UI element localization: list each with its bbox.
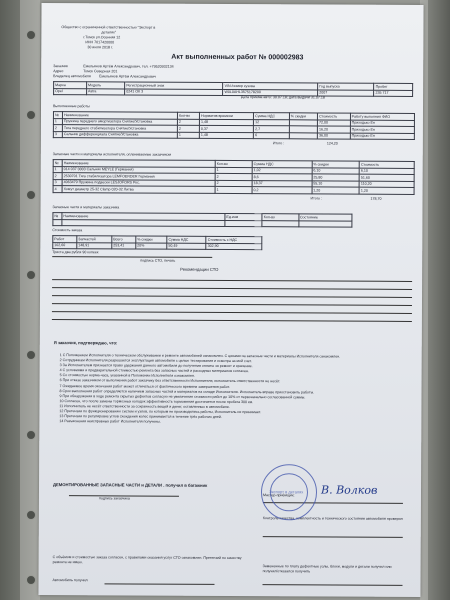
parts-cell: 014 037 0003 Сальник MEYLE (Германия) [62,166,215,173]
parts-header-cell: Стоимость [359,161,414,168]
vehicle-header-cell: VIN /номер кузова [223,82,318,89]
vehicle-header-cell: Пробег [374,83,413,90]
order-cost-header-cell: Сумма НДС [167,236,206,243]
works-row [53,131,414,139]
parts-cell: 0,2 [252,187,312,194]
customer-parts-header-cell: Состояние [298,214,352,221]
works-cell: 16,20 [318,126,351,133]
term-item: 8 Срок выполнения работ определяется наличием запасных частей и материалов на складе Исполнителя. Исполнитель вправе приостановить работы. [59,388,315,395]
parts-header-cell: Сумма НДС [252,161,312,168]
parts-cell: 1 [215,167,252,174]
order-cost-header-cell: Запчастей [77,236,112,243]
company-line1: Общество с ограниченной ответственностью "Экспорт в [61,25,156,30]
order-cost-value-cell: 253,41 [112,242,136,249]
vehicle-header-cell: Марка [54,82,87,89]
order-cost-header-cell: Стоимость с НДС [206,236,262,243]
term-item: 11 Исполнитель не несёт ответственности за сохранность вещей и денег, оставленных в автомобиле. [59,404,230,409]
works-cell: 2 [177,119,199,126]
binder-holes [26,0,36,600]
vehicle-value-cell: W0L0AHL3575178200 [223,89,318,96]
works-header-cell: Стоимость [318,113,351,120]
vehicle-dates: Дата приема авто: 30.07.18; дата выдачи 31.07.18 [241,95,325,100]
works-cell: 72,00 [318,119,351,126]
customer-parts-table [52,212,352,228]
customer-parts-header-cell: Кол-во [262,214,298,221]
parts-header-cell: Кол-во [215,160,252,167]
works-header-cell: Сумма НДС [254,113,290,120]
parts-cell: 1,20 [312,187,360,194]
consent-note: С объёмом и стоимостью заказа согласен, с правилами оказания услуг СТО ознакомлен. Претензий по качеству ремонта не имею. [52,555,242,564]
works-total-label: Итого : [272,141,285,146]
works-total-value: 124,20 [326,141,338,146]
hole-icon [26,30,36,40]
car-received-label: Автомобиль получил [52,578,88,583]
parts-header-cell: № [53,160,62,167]
works-cell: 1 [53,118,62,125]
parts-header-cell: % скидки [312,161,360,168]
customer-label: Заказчик [53,64,68,69]
vehicle-header-cell: Регистрационный знак [125,82,223,89]
order-cost-header-cell: % скидки [136,236,167,243]
works-cell: 1 [177,132,199,139]
vehicle-header-cell: Год выпуска [318,83,374,90]
term-item: 6 При отказе заказчиком от выполнения работ заказчику без ответственности Исполнителя, исполнитель ответственности не несёт. [59,378,281,384]
parts-header-cell: Наименование [62,160,215,167]
works-cell: Приходько Ен [350,126,414,133]
master-signature: В. Волков [320,483,378,497]
term-item: 12 Претензии по функционированию систем и узлов, по которым не производились работы, Исполнитель не принимает. [59,409,261,415]
recommendations-title: Рекомендации СТО [180,266,219,272]
parts-cell: 4063479 Пружина подвески LESJOFORS Рос. [62,179,215,186]
works-cell: Пружина переднего амортизатора Снятие/Установка [62,118,177,125]
term-item: 10 Согласен, что после замены тормозных колодок эффективность торможения достигается после пробега 300 км. [59,398,254,404]
quality-control-label: Контроль качества, комплектность и технического состояния автомобиля проверил [262,516,403,521]
address-value: Томск Северная 201 [83,69,118,74]
parts-row [53,186,414,194]
hole-icon [26,575,36,585]
works-cell: 2 [53,125,62,132]
parts-cell: 25,80 [312,174,360,181]
signature-caption: подпись СТО, печать [140,258,176,263]
order-cost-header-cell: Работ [53,236,77,243]
parts-cell: 1 [215,186,252,193]
terms-list [53,353,399,426]
parts-cell: 2 [215,180,252,187]
customer-parts-header-cell: Ед.изм [225,213,262,220]
works-table [53,111,415,140]
order-cost-table [52,235,262,250]
parts-cell: 1 [53,166,62,173]
term-item: 7 Ожидаемое время окончания работ может отличаться от фактического времени завершения работ. [59,383,230,389]
works-cell: Тяга переднего стабилизатора Снятие/Установка [62,125,177,132]
term-item: 3 За Исполнителем признается право удержания данного автомобиля до получения оплаты за ремонт и хранение. [59,363,253,369]
parts-cell: 6,10 [312,167,360,174]
vehicle-value-cell: Astra [87,88,125,95]
returned-parts-note: ДЕМОНТИРОВАННЫЕ ЗАПАСНЫЕ ЧАСТИ и ДЕТАЛИ . получил в багажник [53,482,208,488]
vehicle-header-cell: Модель [87,82,125,89]
term-item: 14 Разъяснения неисправных работ Исполнителя получены. [59,419,161,424]
customer-sign-label: подпись заказчика [98,496,130,501]
customer-parts-header-cell: № [53,213,62,220]
customer-parts-header-cell: Наименование [62,213,225,220]
works-cell: Сальник дифференциала Снятие/Установка [62,131,177,138]
hole-icon [26,110,36,120]
works-cell: Приходько Ен [350,120,414,127]
order-cost-value-cell: 148,91 [77,242,112,249]
term-item: 1 С Положением Исполнителя о техническом обслуживании и ремонте автомобилей ознакомлен. С ценами на запасные части и материалы Исполнителя ознакомлен. [59,353,341,359]
company-stamp [261,464,317,520]
works-cell: 12 [254,119,290,126]
works-cell: 2 [177,125,199,132]
hole-icon [26,430,36,440]
customer-value: Емельянов Артём Александрович, тел. +79520932134 [83,64,174,69]
vehicle-value-row [54,88,413,96]
term-item: 5 Со стоимостью норма-часа, указанной в Положении Исполнителя ознакомлен. [59,373,195,379]
works-section-title: Выполненные работы [53,104,90,109]
company-address: г.Томск ул.Осенняя 12 [83,35,121,40]
order-cost-value-cell: 302,90 [206,243,262,250]
parts-cell: 2530701 Тяга стабилизатора LEMFOERDER Германия [62,173,215,180]
hole-icon [26,510,36,520]
works-header-cell: Кол-во [177,112,199,119]
works-cell: 0,37 [199,125,253,132]
works-cell: 1,48 [199,132,253,139]
document-sheet [38,3,423,597]
returned-units-note: Замененные по плату дефектные узлы, блоки, модули и детали получил или получил/отказался получить [262,564,392,574]
order-cost-value-cell: 102,60 [53,242,77,249]
company-inn: ИНН 7017420000 [85,40,115,45]
master-label: Мастер-приёмщик: [262,493,295,498]
works-cell: 36,00 [317,132,350,139]
company-line2: деталях" [101,30,117,35]
parts-total-value: 178,70 [370,196,382,201]
works-cell: 1,48 [199,119,253,126]
parts-cell: 1,02 [252,167,312,174]
parts-table [53,159,415,194]
works-cell: Приходько Ен [350,133,414,140]
hole-icon [26,270,36,280]
term-item: 13 Претензии по регулировке углов схождения колес принимаются в течение трёх рабочих дней. [59,414,222,420]
act-title: Акт выполненных работ № 000002983 [171,53,304,62]
works-header-cell: % скидки [289,113,317,120]
customer-parts-empty-row [53,219,352,227]
owner-label: Владелец автомобиля [53,74,91,79]
parts-cell: 6,10 [359,168,414,175]
works-cell: 6 [254,132,290,139]
works-cell: 3 [53,131,62,138]
parts-cell: 51,60 [359,174,414,181]
works-cell [289,132,317,139]
parts-cell: 1,20 [359,187,414,194]
customer-parts-title: Запасные части и материалы заказчика [52,205,120,210]
works-header-cell: Работу выполнил ФИО [350,113,414,120]
owner-value: Емельянов Артём Александрович [99,74,156,79]
order-cost-value-cell: 20% [136,243,167,250]
vehicle-value-cell: 0241 ОК 3 [125,88,223,95]
term-item: 2 Сотрудникам Исполнителя разрешается эксплуатация автомобиля с целью тестирования и осмотра за мой счет. [59,358,252,364]
vehicle-table [53,81,413,97]
works-header-cell: № [53,112,62,119]
stamp-label: Экспорт в деталях [268,489,304,495]
vehicle-value-cell: 2007 [318,89,374,96]
company-date: 30 июля 2018 г. [87,45,113,50]
parts-cell: 4 [53,186,62,193]
works-header-cell: Наименование [62,112,177,119]
order-cost-title: Стоимость заказа [52,228,83,233]
parts-cell: 18,37 [252,180,312,187]
parts-cell: 110,20 [359,181,414,188]
parts-cell: 2 [215,173,252,180]
vehicle-value-cell: 235 717 [374,90,413,97]
amount-in-words: Триста два рубля 90 копеек [52,250,99,255]
parts-section-title: Запасные части и материалы исполнителя, оплачиваемые заказчиком [52,152,172,157]
terms-heading: Я заказчик, подтверждаю, что: [53,340,118,346]
parts-cell: 55,10 [312,180,360,187]
works-header-cell: Норматив времени [199,112,253,119]
order-cost-value-row [53,242,262,250]
parts-cell: 8,6 [252,174,312,181]
order-cost-value-cell: 50,49 [167,243,206,250]
vehicle-value-cell: Opel [54,88,87,95]
parts-total-label: Итого : [310,196,322,201]
parts-cell: 3 [53,179,62,186]
term-item: 4 С условиями и предварительной стоимостью ремонта без запасных частей и расходных материалов согласен. [59,368,250,374]
works-cell: 2,7 [254,126,290,133]
parts-cell: Хомут диаметр 25-32 Clamp 020-32 Литва [62,186,215,193]
address-label: Адрес [53,69,64,74]
term-item: 9 При обнаружении в ходе ремонта скрытых дефектов согласую не увеличение стоимости работ до 10% от первоначально согласованной суммы. [59,393,306,400]
parts-cell: 2 [53,173,62,180]
hole-icon [26,190,36,200]
order-cost-header-cell: Всего [112,236,136,243]
hole-icon [26,350,36,360]
